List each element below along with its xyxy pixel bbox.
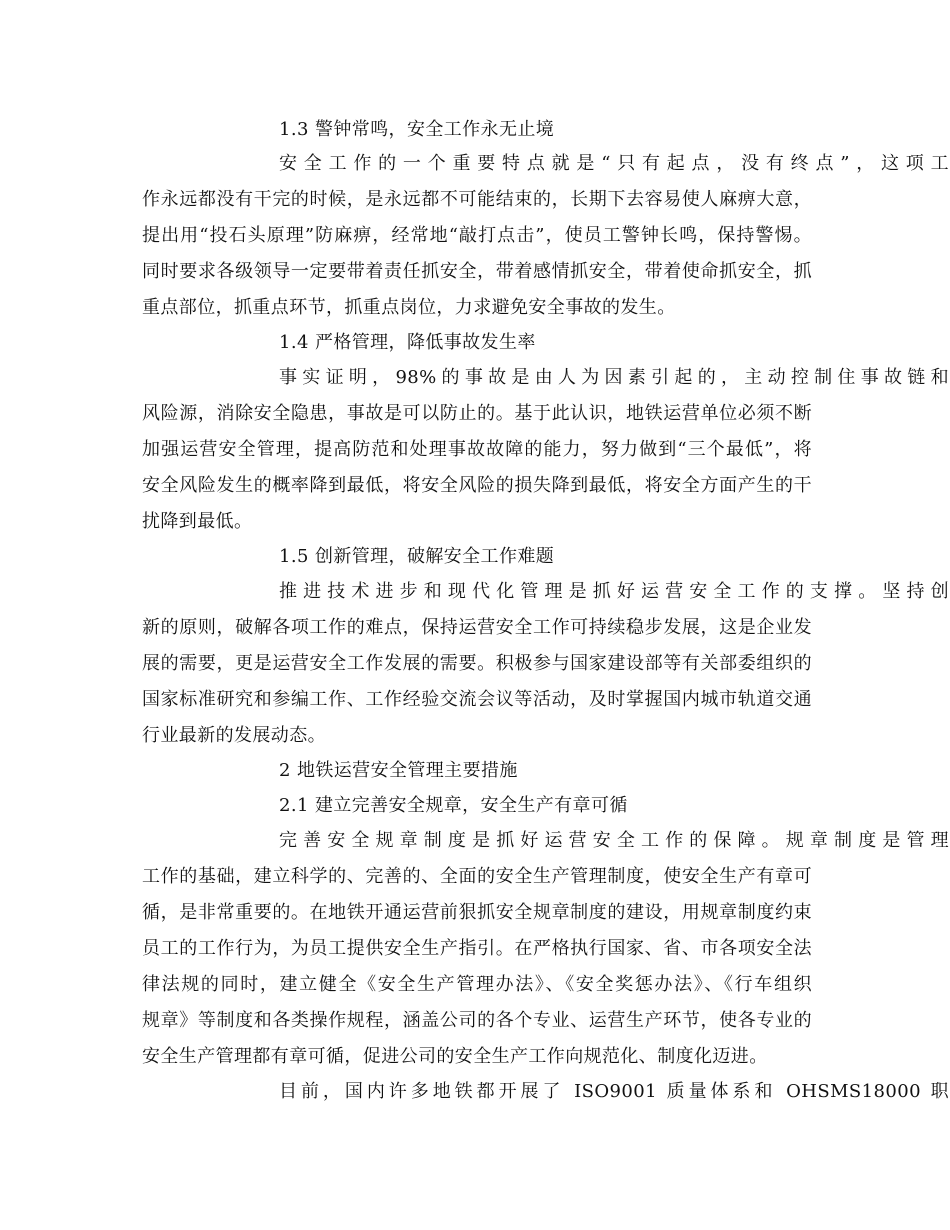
paragraph-line: 循，是非常重要的。在地铁开通运营前狠抓安全规章制度的建设，用规章制度约束 (142, 902, 812, 923)
paragraph-line: 作永远都没有干完的时候，是永远都不可能结束的，长期下去容易使人麻痹大意， (142, 189, 812, 210)
paragraph-line: 目前，国内许多地铁都开展了 ISO9001 质量体系和 OHSMS18000 职 (279, 1081, 949, 1102)
paragraph-line: 提出用“投石头原理”防麻痹，经常地“敲打点击”，使员工警钟长鸣，保持警惕。 (142, 225, 812, 246)
heading-2-1: 2.1 建立完善安全规章，安全生产有章可循 (279, 795, 628, 816)
paragraph-line: 律法规的同时，建立健全《安全生产管理办法》、《安全奖惩办法》、《行车组织 (142, 974, 812, 995)
paragraph-line: 完善安全规章制度是抓好运营安全工作的保障。规章制度是管理 (279, 830, 949, 851)
heading-1-3: 1.3 警钟常鸣，安全工作永无止境 (279, 119, 555, 140)
paragraph-line: 重点部位，抓重点环节，抓重点岗位，力求避免安全事故的发生。 (142, 297, 676, 318)
paragraph-line: 安全生产管理都有章可循，促进公司的安全生产工作向规范化、制度化迈进。 (142, 1046, 768, 1067)
paragraph-line: 员工的工作行为，为员工提供安全生产指引。在严格执行国家、省、市各项安全法 (142, 938, 812, 959)
paragraph-line: 推进技术进步和现代化管理是抓好运营安全工作的支撑。坚持创 (279, 581, 949, 602)
paragraph-line: 新的原则，破解各项工作的难点，保持运营安全工作可持续稳步发展，这是企业发 (142, 617, 812, 638)
paragraph-line: 规章》等制度和各类操作规程，涵盖公司的各个专业、运营生产环节，使各专业的 (142, 1010, 812, 1031)
paragraph-line: 同时要求各级领导一定要带着责任抓安全，带着感情抓安全，带着使命抓安全，抓 (142, 261, 812, 282)
paragraph-line: 风险源，消除安全隐患，事故是可以防止的。基于此认识，地铁运营单位必须不断 (142, 403, 812, 424)
heading-1-4: 1.4 严格管理，降低事故发生率 (279, 332, 536, 353)
paragraph-line: 加强运营安全管理，提高防范和处理事故故障的能力，努力做到“三个最低”，将 (142, 439, 812, 460)
paragraph-line: 展的需要，更是运营安全工作发展的需要。积极参与国家建设部等有关部委组织的 (142, 653, 812, 674)
paragraph-line: 安全工作的一个重要特点就是“只有起点，没有终点”，这项工 (279, 153, 949, 174)
paragraph-line: 国家标准研究和参编工作、工作经验交流会议等活动，及时掌握国内城市轨道交通 (142, 689, 812, 710)
heading-1-5: 1.5 创新管理，破解安全工作难题 (279, 546, 555, 567)
paragraph-line: 安全风险发生的概率降到最低，将安全风险的损失降到最低，将安全方面产生的干 (142, 475, 812, 496)
heading-2: 2 地铁运营安全管理主要措施 (279, 760, 518, 781)
paragraph-line: 事实证明，98%的事故是由人为因素引起的，主动控制住事故链和 (279, 367, 949, 388)
paragraph-line: 工作的基础，建立科学的、完善的、全面的安全生产管理制度，使安全生产有章可 (142, 866, 812, 887)
paragraph-line: 行业最新的发展动态。 (142, 725, 326, 746)
paragraph-line: 扰降到最低。 (142, 511, 253, 532)
